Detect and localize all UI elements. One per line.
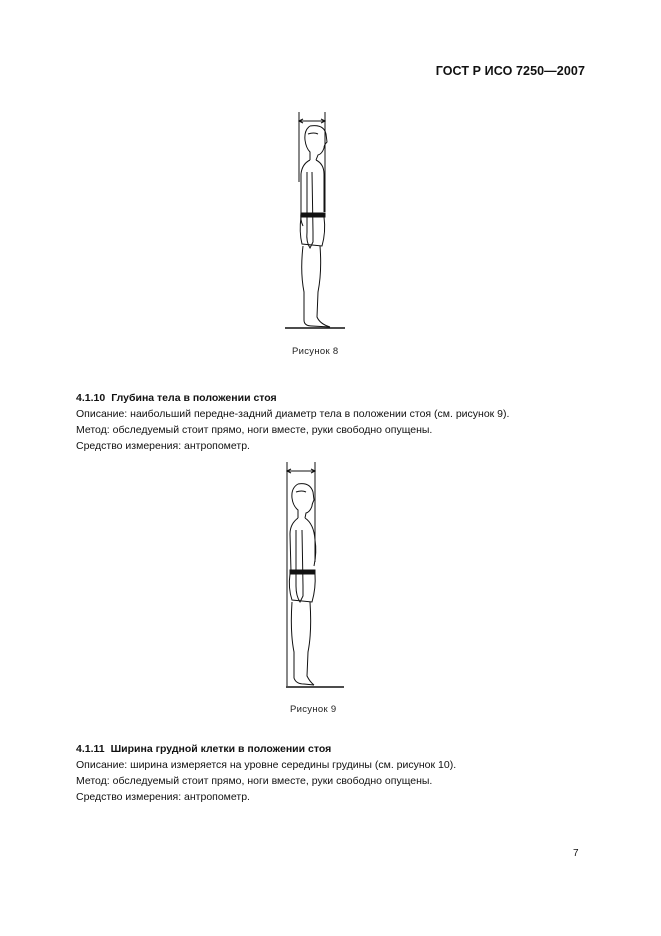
section-heading [76,390,509,406]
section-number: 4.1.10 [76,392,106,404]
section-title: Ширина грудной клетки в положении стоя [110,743,332,755]
section-heading [76,741,456,757]
figure-9-caption: Рисунок 9 [290,704,337,715]
description-line: Описание: наибольший передне-задний диаметр тела в положении стоя (см. рисунок 9). [76,408,510,420]
instrument-line: Средство измерения: антропометр. [76,440,250,452]
section-4-1-11 [76,741,456,805]
section-title: Глубина тела в положении стоя [111,392,277,404]
standing-person-body-depth-illustration [274,462,350,688]
figure-8-standing-person [280,112,350,332]
method-line: Метод: обследуемый стоит прямо, ноги вместе, руки свободно опущены. [76,775,433,787]
section-number: 4.1.11 [76,743,105,755]
page-number: 7 [573,848,579,859]
section-4-1-10 [76,390,509,454]
description-line: Описание: ширина измеряется на уровне середины грудины (см. рисунок 10). [76,759,457,771]
document-standard-header: ГОСТ Р ИСО 7250—2007 [435,64,585,78]
standing-person-side-illustration [280,112,350,332]
figure-8-caption: Рисунок 8 [292,346,339,357]
method-line: Метод: обследуемый стоит прямо, ноги вместе, руки свободно опущены. [76,424,433,436]
instrument-line: Средство измерения: антропометр. [76,791,250,803]
figure-9-standing-person [274,462,350,688]
